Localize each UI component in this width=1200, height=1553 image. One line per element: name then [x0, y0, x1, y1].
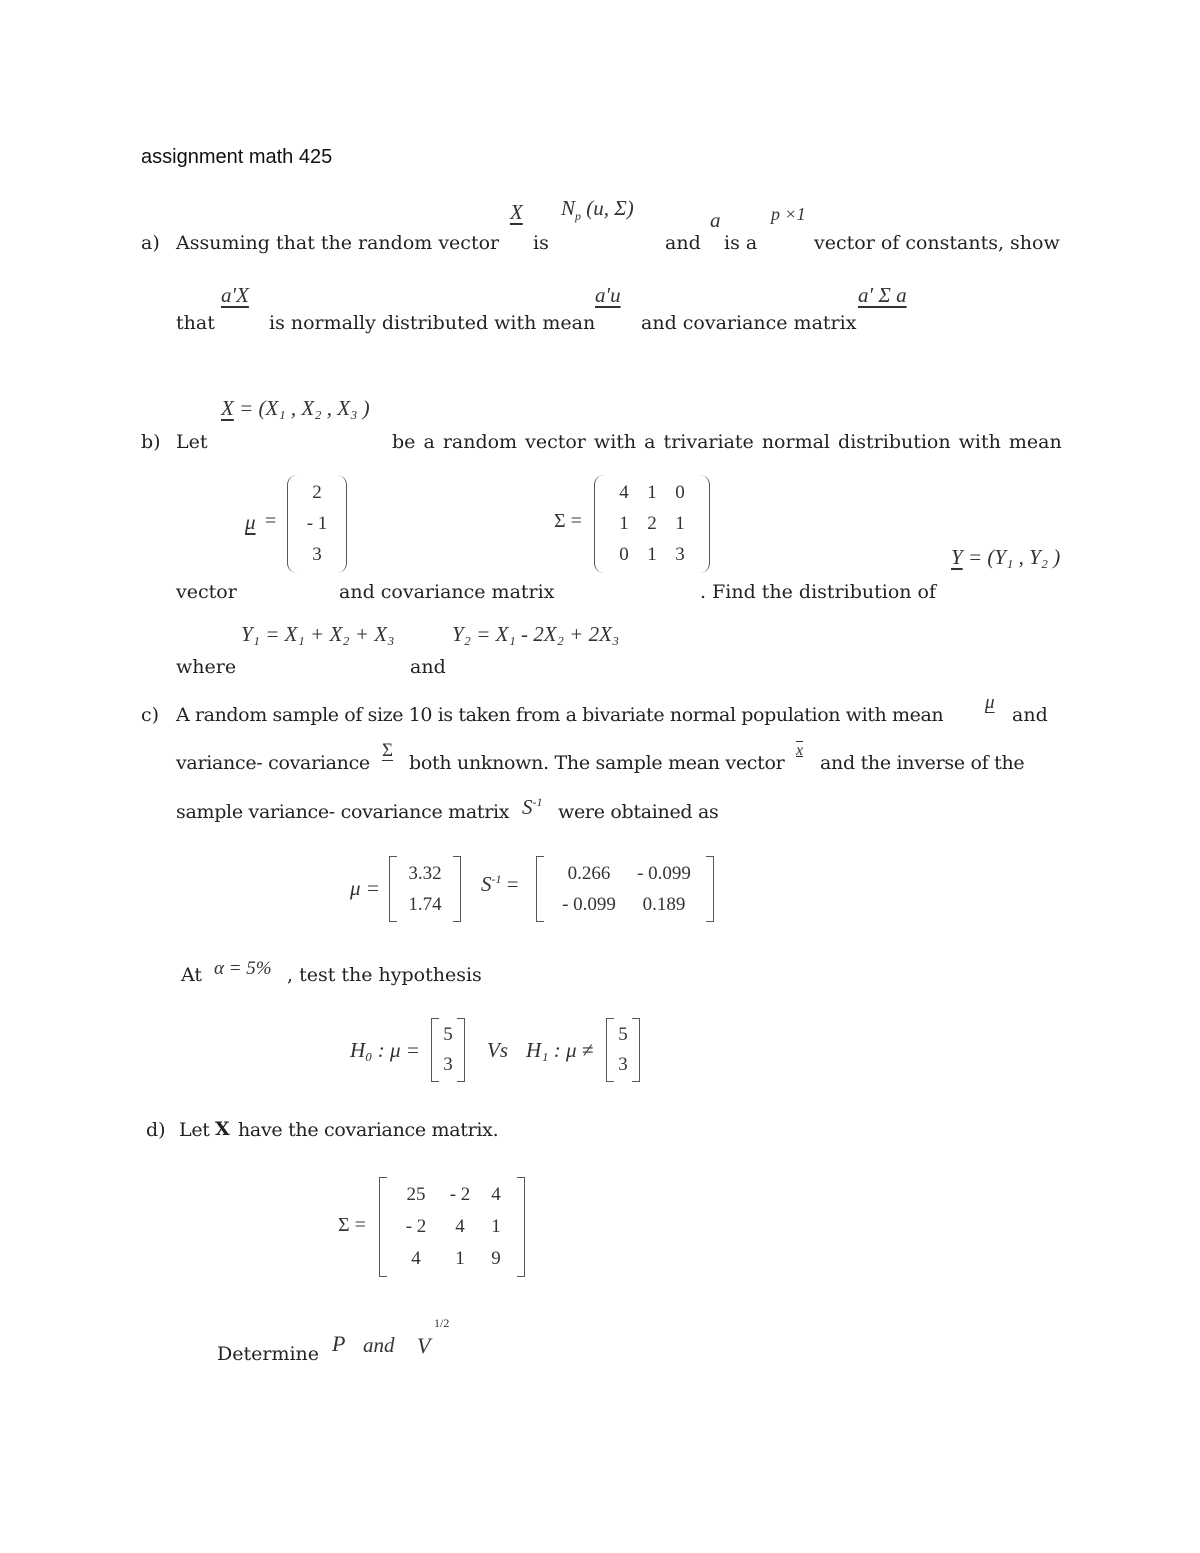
sigma-equals: Σ = [338, 1214, 366, 1236]
and-word-math: and [363, 1333, 395, 1357]
matrix-cell: 1.74 [408, 893, 442, 915]
part-c-text-3: both unknown. The sample mean vector [409, 752, 785, 774]
matrix-cell: 4 [491, 1184, 501, 1205]
part-c-text-4: and the inverse of the [820, 752, 1025, 774]
mu-symbol: μ [985, 692, 995, 713]
matrix-cell: 3 [675, 544, 685, 566]
matrix-cell: 4 [619, 481, 629, 503]
au-expression: a′u [595, 283, 621, 307]
part-a-text-that: that [176, 312, 215, 334]
xbar-symbol: x [796, 742, 804, 759]
document-title: assignment math 425 [141, 146, 333, 168]
matrix-cell: 0.266 [567, 862, 611, 884]
part-b-text-vector: vector [176, 581, 237, 603]
matrix-cell: 0 [619, 544, 629, 566]
part-b-text-let: Let [176, 431, 208, 453]
matrix-cell: - 0.099 [562, 893, 616, 915]
sigma-symbol: Σ = [554, 510, 582, 532]
alternative-hypothesis-vector [606, 1018, 640, 1082]
part-d-label: d) [146, 1119, 166, 1141]
part-b-text-2: and covariance matrix [339, 581, 555, 603]
Y-definition: Y = (Y₁ , Y₂ ) [951, 545, 1061, 569]
covariance-matrix-d [379, 1177, 525, 1277]
X-definition: X = (X₁ , X₂ , X₃ ) [221, 396, 370, 420]
mean-vector-matrix [287, 475, 347, 573]
matrix-cell: 1 [675, 512, 685, 534]
matrix-cell: - 2 [449, 1184, 471, 1205]
part-c-text-and: and [1012, 704, 1048, 726]
null-hypothesis: H₀ : μ = [350, 1038, 420, 1062]
part-d-text-1: have the covariance matrix. [238, 1119, 499, 1141]
alpha-level: α = 5% [214, 958, 272, 979]
matrix-cell: 4 [411, 1248, 421, 1269]
matrix-cell: 1 [491, 1216, 501, 1237]
matrix-X-bold: X [215, 1118, 230, 1140]
versus-text: Vs [487, 1038, 508, 1062]
part-d-text-let: Let [179, 1119, 210, 1141]
V-symbol: V [417, 1333, 431, 1358]
part-a-text-4: is a [724, 232, 758, 254]
matrix-cell: 5 [443, 1024, 453, 1045]
aSigmaa-expression: a′ Σ a [858, 283, 907, 307]
part-b-label: b) [141, 431, 161, 453]
matrix-cell: 0.189 [642, 893, 686, 915]
part-a-text-2: is [533, 232, 549, 254]
P-symbol: P [332, 1331, 346, 1356]
part-b-text-3: . Find the distribution of [700, 581, 937, 603]
matrix-cell: 1 [619, 512, 629, 534]
vector-X-symbol: X [510, 200, 523, 224]
part-c-text-2: variance- covariance [176, 752, 370, 774]
matrix-cell: 5 [618, 1024, 628, 1045]
V-exponent: 1/2 [434, 1316, 450, 1330]
Y1-equation: Y₁ = X₁ + X₂ + X₃ [241, 622, 395, 646]
part-c-text-5: sample variance- covariance matrix [176, 801, 510, 823]
matrix-cell: - 2 [405, 1216, 427, 1237]
part-b-text-and: and [410, 656, 446, 678]
matrix-cell: 0 [675, 481, 685, 503]
p-by-1-notation: p ×1 [771, 204, 806, 224]
matrix-cell: - 1 [306, 512, 328, 534]
part-b-text-1: be a random vector with a trivariate normal distribution with mean [392, 431, 1062, 453]
part-c-text-6: were obtained as [558, 801, 719, 823]
constant-a-symbol: a [710, 208, 721, 232]
matrix-cell: 2 [647, 512, 657, 534]
part-c-label: c) [141, 704, 160, 726]
normal-dist-notation: $N_p$ (u, Σ) [561, 196, 634, 224]
matrix-cell: 1 [647, 481, 657, 503]
mu-symbol: μ [245, 510, 256, 534]
alternative-hypothesis: H₁ : μ ≠ [526, 1038, 594, 1062]
null-hypothesis-vector [431, 1018, 465, 1082]
sigma-symbol: Σ [382, 740, 394, 761]
mu-equals-sign: = [265, 510, 277, 532]
Y2-equation: Y₂ = X₁ - 2X₂ + 2X₃ [452, 622, 620, 646]
S-inverse-equals: $S^{-1}$ = [481, 872, 519, 896]
matrix-cell: - 0.099 [637, 862, 691, 884]
aX-expression: a′X [221, 283, 249, 307]
part-c-text-7: , test the hypothesis [287, 964, 482, 986]
matrix-cell: 25 [406, 1184, 426, 1205]
matrix-cell: 3 [618, 1054, 628, 1075]
part-a-text-6: is normally distributed with mean [269, 312, 596, 334]
part-a-text-7: and covariance matrix [641, 312, 857, 334]
part-a-text-5: vector of constants, show [814, 232, 1060, 254]
part-a-text-3: and [665, 232, 701, 254]
part-d-text-determine: Determine [217, 1343, 320, 1365]
part-b-text-where: where [176, 656, 237, 678]
matrix-cell: 2 [312, 481, 322, 503]
matrix-cell: 1 [647, 544, 657, 566]
matrix-cell: 3.32 [408, 862, 442, 884]
matrix-cell: 3 [312, 544, 322, 566]
S-inverse-symbol: $S^{-1}$ [522, 795, 543, 819]
part-a-text-1: Assuming that the random vector [176, 232, 500, 254]
matrix-cell: 3 [443, 1054, 453, 1075]
sample-mean-vector [389, 856, 461, 922]
covariance-matrix [594, 475, 710, 573]
part-c-text-at: At [181, 964, 203, 986]
matrix-cell: 1 [455, 1248, 465, 1269]
matrix-cell: 9 [491, 1248, 501, 1269]
part-a-label: a) [141, 232, 160, 254]
inverse-covariance-matrix [536, 856, 714, 922]
matrix-cell: 4 [455, 1216, 465, 1237]
mu-equals: μ = [350, 876, 380, 900]
part-c-text-1: A random sample of size 10 is taken from a bivariate normal population with mean [176, 704, 944, 726]
